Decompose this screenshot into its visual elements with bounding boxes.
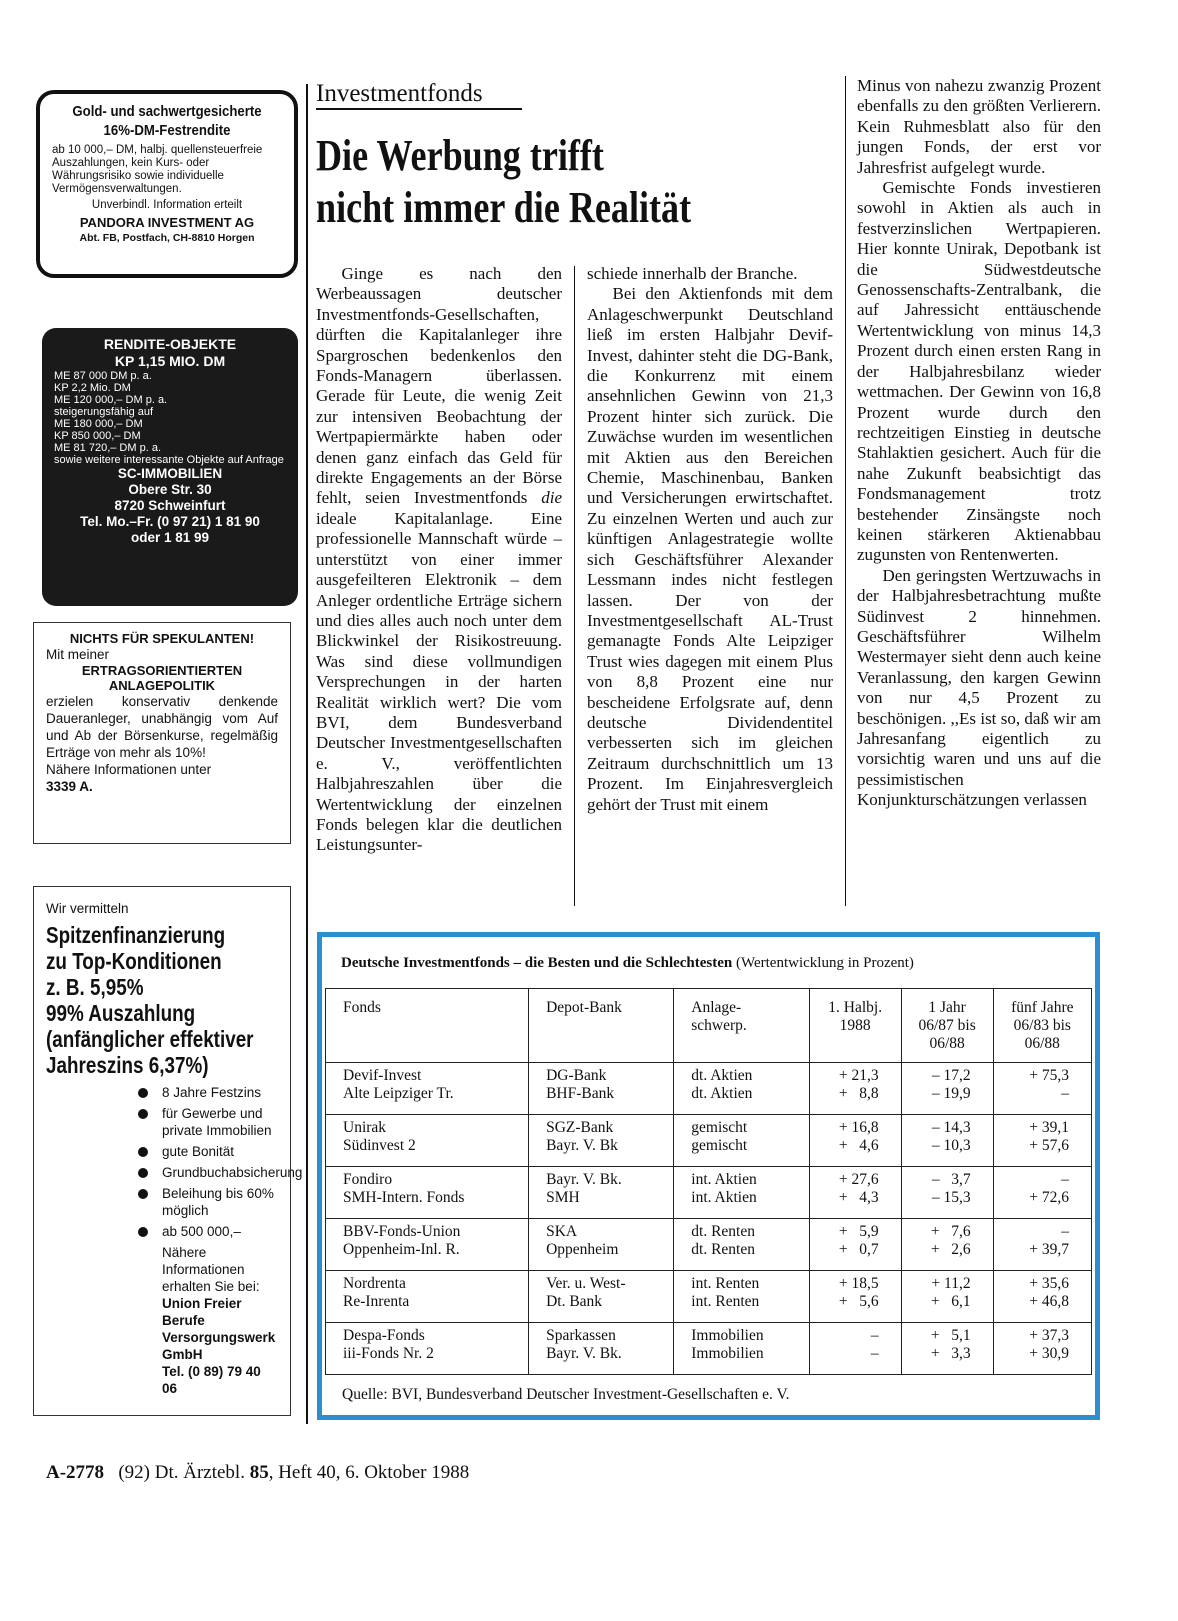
table-cell: Despa-Fonds iii-Fonds Nr. 2 [326,1323,529,1375]
paragraph: Den geringsten Wertzuwachs in der Halbjahresbetrachtung mußte Südinvest 2 hinnehmen. Geschäftsführer Wilhelm Westermayer sieht denn auch keine Veranlassung, den kargen Gewinn von nur 4,5 Prozent zu beschönigen. ,,Es ist so, daß wir am Jahresanfang eigentlich zu vorsichtig waren und uns auf die pessimistischen Konjunkturschätzungen verlassen [857,565,1101,810]
ad-anlagepolitik [33,622,291,844]
paragraph: Minus von nahezu zwanzig Prozent ebenfalls zu den größten Verlierern. Kein Ruhmesblatt also für den jungen Fonds, der erst vor Jahresfrist aufgelegt wurde. [857,76,1101,177]
table-cell: + 35,6 + 46,8 [993,1271,1091,1323]
table-cell: dt. Renten dt. Renten [674,1219,809,1271]
table-row [326,1219,1092,1271]
ad-code: 3339 A. [46,779,93,794]
kicker-underline [316,108,522,110]
ad-headline: Gold- und sachwertgesicherte [72,103,262,120]
table-cell: Immobilien Immobilien [674,1323,809,1375]
ad-offer-line: (anfänglicher effektiver [46,1026,254,1052]
ad-object-line: ME 120 000,– DM p. a. [54,394,168,406]
table-cell: Nordrenta Re-Inrenta [326,1271,529,1323]
table-cell: + 18,5 + 5,6 [809,1271,901,1323]
table-cell: – 3,7 – 15,3 [901,1167,993,1219]
table-cell: + 21,3 + 8,8 [809,1063,901,1115]
ad-title: RENDITE-OBJEKTE [103,336,237,352]
ad-phone: Tel. (0 89) 79 40 06 [162,1364,261,1396]
table-row [326,1271,1092,1323]
ad-intro: Mit meiner [46,647,110,662]
ad-feature-label: 8 Jahre Festzins [162,1085,262,1100]
ad-company: SC-IMMOBILIEN [117,466,223,481]
ad-pandora [36,90,298,278]
table-cell: – – [809,1323,901,1375]
ad-offer-line: Jahreszins 6,37%) [46,1052,209,1078]
table-cell: DG-Bank BHF-Bank [529,1063,674,1115]
table-source: Quelle: BVI, Bundesverband Deutscher Investment-Gesellschaften e. V. [342,1386,790,1403]
table-cell: Devif-Invest Alte Leipziger Tr. [326,1063,529,1115]
ad-body: erzielen konservativ denkende Daueranleger, unabhängig vom Auf und Ab der Börsenkurse, regelmäßig Erträge von mehr als 10%! [46,694,278,760]
ad-feature-item [138,1084,278,1101]
column-header: 1. Halbj. 1988 [809,989,901,1063]
ad-object-line: KP 850 000,– DM [54,430,141,442]
fund-performance-table [325,988,1092,1375]
ad-more-info: Nähere Informationen unter [46,762,212,777]
column-rule [574,266,575,906]
ad-object-line: KP 2,2 Mio. DM [54,382,131,394]
ad-feature-item [138,1223,278,1240]
table-cell: + 5,9 + 0,7 [809,1219,901,1271]
table-row [326,1115,1092,1167]
article-column-1 [316,264,562,856]
ad-finanzierung [33,886,303,1416]
paragraph: Ginge es nach den Werbeaussagen deutscher Investmentfonds-Gesellschaften, dürften die Kapitalanleger ihre Spargroschen bedenkenlos den Fonds-Managern überlassen. Gerade für Leute, die wenig Zeit zur intensiven Beobachtung der Wertpapiermärkte haben oder denen ganz einfach das Geld für direkte Engagements an der Börse fehlt, seien Investmentfonds die ideale Kapitalanlage. Eine professionelle Mannschaft würde – unterstützt von einer immer ausgefeilteren Elektronik – dem Anleger ordentliche Erträge sichern und dies alles auch noch unter dem Blickwinkel der Risikostreuung. Was sind diese vollmundigen Versprechungen in der harten Realität wirklich wert? Die vom BVI, dem Bundesverband Deutscher Investmentgesellschaften e. V., veröffentlichten Halbjahreszahlen über die Wertentwicklung der einzelnen Fonds belegen klar die deutlichen Leistungsunter- [316,264,562,855]
ad-more-3: erhalten Sie bei: [162,1279,260,1294]
table-cell: Unirak Südinvest 2 [326,1115,529,1167]
ad-rendite-objekte [42,328,298,606]
column-rule [845,76,846,906]
ad-feature-item [138,1185,278,1219]
table-cell: Sparkassen Bayr. V. Bk. [529,1323,674,1375]
ad-feature-label: für Gewerbe und private Immobilien [162,1106,272,1138]
ad-object-line: sowie weitere interessante Objekte auf Anfrage [54,454,284,466]
ad-company-3: GmbH [162,1347,203,1362]
table-caption: Deutsche Investmentfonds – die Besten und die Schlechtesten (Wertentwicklung in Prozent) [341,955,914,971]
ad-policy: ERTRAGSORIENTIERTEN [81,663,243,678]
article-column-2 [587,264,833,815]
ad-policy-2: ANLAGEPOLITIK [108,678,216,693]
table-cell: BBV-Fonds-Union Oppenheim-Inl. R. [326,1219,529,1271]
ad-object-line: steigerungsfähig auf [54,406,154,418]
table-cell: SKA Oppenheim [529,1219,674,1271]
table-cell: Bayr. V. Bk. SMH [529,1167,674,1219]
ad-street: Obere Str. 30 [128,482,212,497]
table-row [326,1063,1092,1115]
table-cell: + 75,3 – [993,1063,1091,1115]
ad-feature-label: Beleihung bis 60% möglich [162,1186,274,1218]
table-cell: + 11,2 + 6,1 [901,1271,993,1323]
ad-body: ab 10 000,– DM, halbj. quellensteuerfreie Auszahlungen, kein Kurs- oder Währungsrisiko sowie individuelle Vermögensverwaltungen. [52,144,263,195]
ad-offer-line: Spitzenfinanzierung [46,922,226,948]
ad-company: Union Freier Berufe [162,1296,242,1328]
article-headline [316,130,691,234]
table-cell: int. Aktien int. Aktien [674,1167,809,1219]
ad-headline: NICHTS FÜR SPEKULANTEN! [69,631,255,646]
table-cell: SGZ-Bank Bayr. V. Bk [529,1115,674,1167]
ad-feature-list [138,1084,303,1240]
table-cell: int. Renten int. Renten [674,1271,809,1323]
bullet-icon [138,1168,148,1178]
table-cell: + 7,6 + 2,6 [901,1219,993,1271]
table-row [326,1167,1092,1219]
table-row [326,1323,1092,1375]
column-header: Anlage- schwerp. [674,989,809,1063]
ad-offer [46,922,278,1078]
ad-info-line: Unverbindl. Information erteilt [91,199,243,211]
bullet-icon [138,1189,148,1199]
ad-intro: Wir vermitteln [46,901,129,916]
table-cell: + 37,3 + 30,9 [993,1323,1091,1375]
ad-more: Nähere [162,1245,207,1260]
table-cell: gemischt gemischt [674,1115,809,1167]
bullet-icon [138,1147,148,1157]
ad-object-line: ME 87 000 DM p. a. [54,370,152,382]
ad-phone: Tel. Mo.–Fr. (0 97 21) 1 81 90 [80,514,260,529]
bullet-icon [138,1088,148,1098]
ad-feature-item [138,1164,303,1181]
ad-feature-label: gute Bonität [162,1144,235,1159]
ad-feature-item [138,1143,278,1160]
table-cell: + 5,1 + 3,3 [901,1323,993,1375]
ad-company: PANDORA INVESTMENT AG [79,215,255,230]
table-cell: Fondiro SMH-Intern. Fonds [326,1167,529,1219]
ad-offer-line: 99% Auszahlung [46,1000,196,1026]
headline-line-1: Die Werbung trifft [316,131,604,180]
ad-object-line: ME 180 000,– DM [54,418,143,430]
bullet-icon [138,1227,148,1237]
ad-address: Abt. FB, Postfach, CH-8810 Horgen [79,232,255,244]
ad-feature-label: ab 500 000,– [162,1224,241,1239]
ad-subtitle: KP 1,15 MIO. DM [114,353,226,369]
paragraph: schiede innerhalb der Branche. [587,264,798,283]
ad-feature-label: Grundbuchabsicherung [162,1165,303,1180]
table-cell: + 16,8 + 4,6 [809,1115,901,1167]
headline-line-2: nicht immer die Realität [316,183,692,232]
column-header: fünf Jahre 06/83 bis 06/88 [993,989,1091,1063]
ad-offer-line: zu Top-Konditionen [46,948,222,974]
column-header: 1 Jahr 06/87 bis 06/88 [901,989,993,1063]
table-body [326,1063,1092,1375]
ad-city: 8720 Schweinfurt [114,498,226,513]
paragraph: Bei den Aktienfonds mit dem Anlageschwerpunkt Deutschland ließ im ersten Halbjahr Devif-Invest, dahinter steht die DG-Bank, die Konkurrenz mit einem ansehnlichen Gewinn von 21,3 Prozent hinter sich zurück. Die Zuwächse wurden im wesentlichen mit Aktien aus den Bereichen Chemie, Maschinenbau, Banken und Versicherungen erwirtschaftet. Zu einzelnen Werten und auch zur künftigen Anlagestrategie wollte sich Geschäftsführer Alexander Lessmann indes nicht festlegen lassen. Der von der Investmentgesellschaft AL-Trust gemanagte Fonds Alte Leipziger Trust wies dagegen mit einem Plus von 8,8 Prozent eine nur bescheidene Erfolgsrate auf, denn deutsche Dividendentitel verbesserten sich im gleichen Zeitraum durchschnittlich um 13 Prozent. Im Einjahresvergleich gehört der Trust mit einem [587,284,833,814]
table-cell: – 17,2 – 19,9 [901,1063,993,1115]
ad-headline-rate: 16%-DM-Festrendite [103,122,231,139]
ad-company-2: Versorgungswerk [162,1330,276,1345]
table-cell: Ver. u. West- Dt. Bank [529,1271,674,1323]
table-cell: – + 39,7 [993,1219,1091,1271]
column-header: Depot-Bank [529,989,674,1063]
ad-offer-line: z. B. 5,95% [46,974,144,1000]
page-footer: A-2778 (92) Dt. Ärztebl. 85, Heft 40, 6. Oktober 1988 [46,1462,470,1483]
table-header-row [326,989,1092,1063]
table-cell: dt. Aktien dt. Aktien [674,1063,809,1115]
ad-phone-alt: oder 1 81 99 [130,530,210,545]
table-cell: – 14,3 – 10,3 [901,1115,993,1167]
table-cell: + 27,6 + 4,3 [809,1167,901,1219]
column-divider [306,84,308,1424]
article-column-3 [857,76,1101,811]
column-header: Fonds [326,989,529,1063]
paragraph: Gemischte Fonds investieren sowohl in Aktien als auch in festverzinslichen Wertpapieren. Hier konnte Unirak, Depotbank ist die Südwestdeutsche Genossenschafts-Zentralbank, die auf Jahressicht enttäuschende Wertentwicklung von minus 14,3 Prozent durch einen ersten Rang in der Halbjahresbilanz wieder wettmachen. Der Gewinn von 16,8 Prozent wurde durch den rechtzeitigen Einstieg in deutsche Stahlaktien gesichert. Auch für die nahe Zukunft beabsichtigt das Fondsmanagement trotz bestehender Zinsängste noch keinen stärkeren Aktienabbau zugunsten von Rentenwerten. [857,178,1101,565]
bullet-icon [138,1109,148,1119]
table-cell: + 39,1 + 57,6 [993,1115,1091,1167]
table-cell: – + 72,6 [993,1167,1091,1219]
ad-object-line: ME 81 720,– DM p. a. [54,442,161,454]
article-kicker: Investmentfonds [316,80,483,107]
ad-more-2: Informationen [162,1262,245,1277]
ad-object-list [54,370,286,466]
ad-feature-item [138,1105,278,1139]
